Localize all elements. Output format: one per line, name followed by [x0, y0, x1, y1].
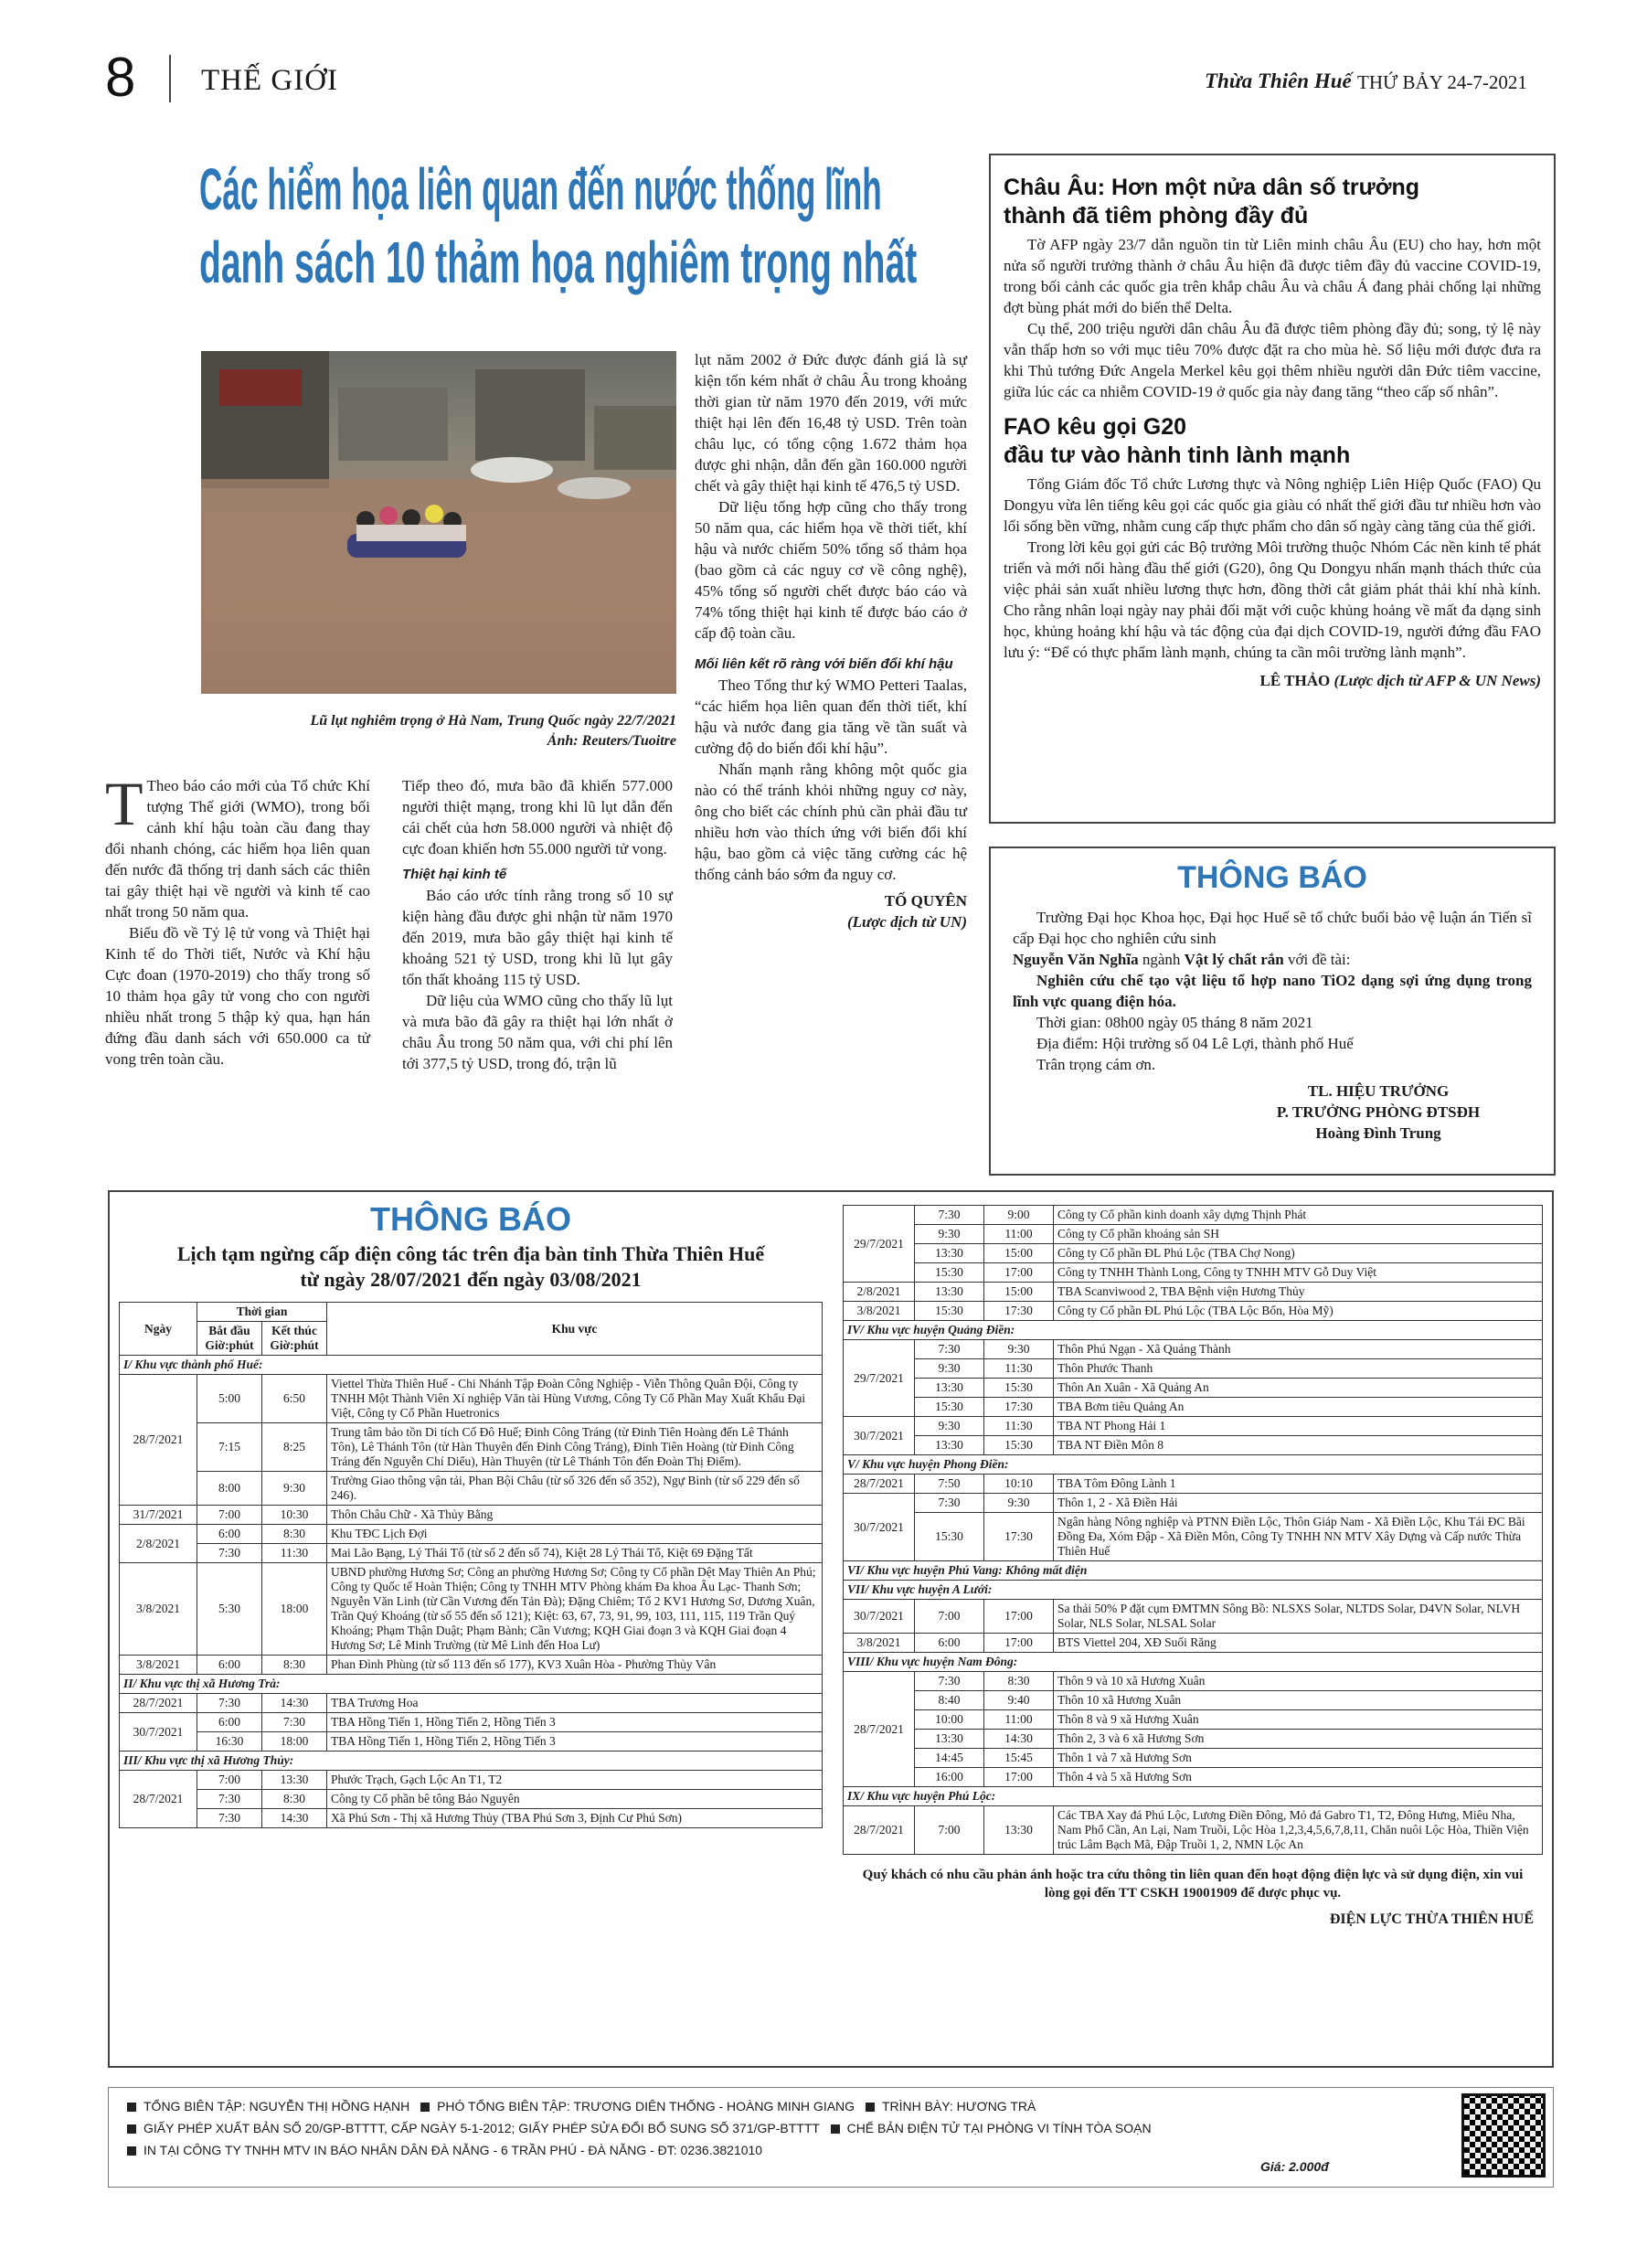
col-end-header: Kết thúc Giờ:phút [262, 1322, 327, 1356]
outage-row [120, 1472, 823, 1506]
col1-paragraph-1 [105, 769, 370, 922]
outage-start: 13:30 [915, 1730, 984, 1749]
outage-start: 6:00 [915, 1634, 984, 1653]
outage-area: Mai Lão Bạng, Lý Thái Tổ (từ số 2 đến số 74), Kiệt 28 Lý Thái Tổ, Kiệt 69 Đặng Tất [327, 1544, 823, 1563]
outage-area: Công ty Cổ phần bê tông Bảo Nguyên [327, 1790, 823, 1809]
outage-start: 9:30 [915, 1417, 984, 1436]
outage-start: 15:30 [915, 1263, 984, 1283]
outage-table-left-wrap [119, 1302, 823, 1828]
outage-start: 10:00 [915, 1710, 984, 1730]
headline-line-1: Các hiểm họa liên quan đến nước thống lĩnh [199, 156, 882, 222]
outage-area: Công ty TNHH Thành Long, Công ty TNHH MTV Gỗ Duy Việt [1054, 1263, 1543, 1283]
section-label: V/ Khu vực huyện Phong Điền: [844, 1455, 1543, 1475]
outage-area: Phan Đình Phùng (từ số 113 đến số 177), KV3 Xuân Hòa - Phường Thủy Vân [327, 1656, 823, 1675]
outage-date: 28/7/2021 [844, 1672, 915, 1787]
outage-row [120, 1563, 823, 1656]
news-heading-2 [1004, 413, 1541, 470]
license-info: GIẤY PHÉP XUẤT BẢN SỐ 20/GP-BTTTT, CẤP NGÀY 5-1-2012; GIẤY PHÉP SỬA ĐỔI BỔ SUNG SỐ 371/GP-BTTTT [143, 2121, 820, 2135]
news-heading-2-line-1: FAO kêu gọi G20 [1004, 414, 1187, 440]
outage-area: Các TBA Xay đá Phú Lộc, Lương Điền Đông, Mỏ đá Gabro T1, T2, Đông Hưng, Miêu Nha, Nam Phổ Cần, An Lại, Nam Truồi, Lộc Hòa 1,2,3,4,5,6,7,8,11, Chăn nuôi Lộc Hòa, Thiền Viện trúc Lâm Bạch Mã, Đập Truồi 1, 2, NMN Lộc An [1054, 1806, 1543, 1855]
outage-start: 14:45 [915, 1749, 984, 1768]
outage-start: 9:30 [915, 1225, 984, 1244]
outage-start: 13:30 [915, 1283, 984, 1302]
outage-area: Thôn 8 và 9 xã Hương Xuân [1054, 1710, 1543, 1730]
outage-row [120, 1771, 823, 1790]
signature-line-1: TL. HIỆU TRƯỞNG [1307, 1082, 1450, 1100]
section-row [120, 1675, 823, 1694]
masthead-footer [108, 2087, 1554, 2188]
outage-end: 10:10 [984, 1475, 1054, 1494]
outage-start: 7:30 [915, 1494, 984, 1513]
outage-row [844, 1806, 1543, 1855]
outage-area: Khu TĐC Lịch Đợi [327, 1525, 823, 1544]
outage-area: Thôn Phước Thanh [1054, 1359, 1543, 1379]
flood-photo [201, 351, 676, 694]
thesis-place: Địa điểm: Hội trường số 04 Lê Lợi, thành phố Huế [1036, 1035, 1354, 1052]
article-author-note: (Lược dịch từ UN) [847, 913, 967, 931]
outage-end: 8:25 [262, 1423, 327, 1472]
outage-end: 7:30 [262, 1713, 327, 1732]
drop-cap: T [105, 769, 143, 838]
outage-start: 9:30 [915, 1359, 984, 1379]
outage-end: 13:30 [262, 1771, 327, 1790]
outage-area: Ngân hàng Nông nghiệp và PTNN Điền Lộc, Thôn Giáp Nam - Xã Điền Lộc, Khu Tái ĐC Bãi Đồng Đa, Xóm Đập - Xã Điền Môn, Công Ty TNHH NN MTV Xây Dựng và Cấp nước Thừa Thiên Huế [1054, 1513, 1543, 1561]
header [101, 46, 1545, 110]
outage-row [844, 1398, 1543, 1417]
outage-end: 15:00 [984, 1283, 1054, 1302]
thesis-notice-intro: Trường Đại học Khoa học, Đại học Huế sẽ tổ chức buổi bảo vệ luận án Tiến sĩ cấp Đại học cho nghiên cứu sinh [1013, 909, 1532, 947]
section-row [844, 1455, 1543, 1475]
outage-start: 15:30 [915, 1302, 984, 1321]
outage-area: TBA NT Điền Môn 8 [1054, 1436, 1543, 1455]
outage-end: 15:00 [984, 1244, 1054, 1263]
outage-date: 28/7/2021 [844, 1475, 915, 1494]
outage-area: Thôn An Xuân - Xã Quảng An [1054, 1379, 1543, 1398]
outage-end: 8:30 [262, 1525, 327, 1544]
col-area-header: Khu vực [327, 1303, 823, 1356]
outage-area: Thôn 4 và 5 xã Hương Sơn [1054, 1768, 1543, 1787]
outage-start: 8:40 [915, 1691, 984, 1710]
col-start-header: Bắt đầu Giờ:phút [197, 1322, 262, 1356]
outage-row [120, 1544, 823, 1563]
outage-row [844, 1379, 1543, 1398]
outage-start: 7:30 [197, 1694, 262, 1713]
outage-end: 9:30 [262, 1472, 327, 1506]
outage-date: 28/7/2021 [120, 1694, 197, 1713]
outage-start: 7:00 [915, 1806, 984, 1855]
news1-paragraph-1: Tờ AFP ngày 23/7 dẫn nguồn tin từ Liên minh châu Âu (EU) cho hay, hơn một nửa số người trưởng thành ở châu Âu hiện đã được tiêm đầy đủ vaccine COVID-19, trong bối cảnh các quốc gia trên khắp châu Âu và châu Á đang phải chống lại những đợt bùng phát mới do biến thể Delta. [1004, 236, 1541, 316]
outage-area: Viettel Thừa Thiên Huế - Chi Nhánh Tập Đoàn Công Nghiệp - Viễn Thông Quân Đội, Công ty TNHH Một Thành Viên Xí nghiệp Văn tài Hùng Vương, Công Ty Cổ Phần May Xuất Khẩu Đại Việt, Công ty Cổ Phần Huetronics [327, 1375, 823, 1423]
outage-date: 2/8/2021 [120, 1525, 197, 1563]
photo-credit: Ảnh: Reuters/Tuoitre [547, 733, 676, 749]
outage-area: TBA Hồng Tiến 1, Hồng Tiến 2, Hồng Tiến 3 [327, 1713, 823, 1732]
thesis-notice-box [989, 847, 1556, 1176]
col3-paragraph-2: Dữ liệu tổng hợp cũng cho thấy trong 50 năm qua, các hiểm họa về thời tiết, khí hậu và nước chiếm 50% tổng số thảm họa (bao gồm cả các nguy cơ về công nghệ), 45% tổng số người chết được báo cáo và 74% tổng thiệt hại kinh tế được báo cáo ở cấp độ toàn cầu. [695, 498, 967, 642]
outage-end: 9:30 [984, 1494, 1054, 1513]
col2-paragraph-1: Tiếp theo đó, mưa bão đã khiến 577.000 người thiệt mạng, trong khi lũ lụt dẫn đến cái chết của hơn 58.000 người và nhiệt độ cực đoan khiến hơn 55.000 người tử vong. [402, 777, 673, 857]
outage-end: 17:00 [984, 1600, 1054, 1634]
outage-start: 13:30 [915, 1379, 984, 1398]
article-col-3 [695, 349, 967, 932]
outage-start: 16:00 [915, 1768, 984, 1787]
col-day-header: Ngày [120, 1303, 197, 1356]
footer-line-3 [127, 2139, 1535, 2161]
thesis-thanks: Trân trọng cám ơn. [1036, 1056, 1156, 1073]
issue-date: THỨ BẢY 24-7-2021 [1357, 71, 1527, 93]
outage-date: 29/7/2021 [844, 1340, 915, 1417]
outage-sign: ĐIỆN LỰC THỪA THIÊN HUẾ [1329, 1911, 1534, 1927]
outage-row [844, 1494, 1543, 1513]
outage-row [844, 1302, 1543, 1321]
photo-caption: Lũ lụt nghiêm trọng ở Hà Nam, Trung Quốc ngày 22/7/2021 [310, 713, 676, 729]
outage-area: Thôn Phú Ngạn - Xã Quảng Thành [1054, 1340, 1543, 1359]
outage-row [120, 1694, 823, 1713]
outage-date: 3/8/2021 [120, 1656, 197, 1675]
outage-start: 7:30 [915, 1672, 984, 1691]
outage-end: 14:30 [262, 1694, 327, 1713]
outage-area: Thôn 9 và 10 xã Hương Xuân [1054, 1672, 1543, 1691]
outage-row [120, 1656, 823, 1675]
outage-date: 30/7/2021 [120, 1713, 197, 1752]
outage-end: 17:00 [984, 1768, 1054, 1787]
outage-area: Sa thải 50% P đặt cụm ĐMTMN Sông Bồ: NLSXS Solar, NLTDS Solar, D4VN Solar, NLVH Solar, NLS Solar, NLSAL Solar [1054, 1600, 1543, 1634]
outage-row [844, 1730, 1543, 1749]
headline [199, 154, 967, 318]
candidate-name: Nguyễn Văn Nghĩa [1013, 951, 1139, 968]
outage-start: 15:30 [915, 1513, 984, 1561]
outage-end: 10:30 [262, 1506, 327, 1525]
outage-area: TBA Trương Hoa [327, 1694, 823, 1713]
outage-row [844, 1513, 1543, 1561]
outage-row [844, 1600, 1543, 1634]
outage-row [844, 1283, 1543, 1302]
section-row [120, 1752, 823, 1771]
section-label: I/ Khu vực thành phố Huế: [120, 1356, 823, 1375]
outage-date: 30/7/2021 [844, 1494, 915, 1561]
outage-start: 7:30 [197, 1790, 262, 1809]
news2-paragraph-2: Trong lời kêu gọi gửi các Bộ trưởng Môi trường thuộc Nhóm Các nền kinh tế phát triển và mới nổi hàng đầu thế giới (G20), ông Qu Dongyu nhấn mạnh thách thức của việc phải sản xuất nhiều lương thực hơn, đồng thời cắt giảm phát thải khí nhà kính. Cho rằng nhân loại ngày nay phải đối mặt với cuộc khủng hoảng về mất đa dạng sinh học, khủng hoảng khí hậu và tác động của đại dịch COVID-19, người đứng đầu FAO lưu ý: “Để có thực phẩm lành mạnh, chúng ta cần môi trường lành mạnh”. [1004, 538, 1541, 661]
outage-notice-subtitle-1: Lịch tạm ngừng cấp điện công tác trên địa bàn tỉnh Thừa Thiên Huế [176, 1242, 765, 1265]
col3-paragraph-4: Nhấn mạnh rằng không một quốc gia nào có thể tránh khỏi những nguy cơ này, ông cho biết các chính phủ cần phải đầu tư nhiều hơn vào thích ứng với biến đổi khí hậu, bao gồm cả việc tăng cường các hệ thống cảnh báo sớm đa nguy cơ. [695, 761, 967, 883]
outage-area: Phước Trạch, Gạch Lộc An T1, T2 [327, 1771, 823, 1790]
outage-end: 17:30 [984, 1302, 1054, 1321]
outage-start: 13:30 [915, 1436, 984, 1455]
outage-end: 18:00 [262, 1732, 327, 1752]
outage-start: 16:30 [197, 1732, 262, 1752]
outage-row [120, 1790, 823, 1809]
outage-area: TBA Bơm tiêu Quảng An [1054, 1398, 1543, 1417]
outage-end: 15:30 [984, 1379, 1054, 1398]
section-title: THẾ GIỚI [201, 64, 339, 97]
outage-start: 6:00 [197, 1713, 262, 1732]
topic-prefix: với đề tài: [1288, 951, 1351, 968]
outage-start: 7:15 [197, 1423, 262, 1472]
outage-row [120, 1809, 823, 1828]
outage-start: 7:30 [915, 1206, 984, 1225]
outage-end: 15:45 [984, 1749, 1054, 1768]
outage-table-right-wrap [843, 1205, 1543, 1928]
outage-end: 13:30 [984, 1806, 1054, 1855]
col3-subhead: Mối liên kết rõ ràng với biến đổi khí hậu [695, 656, 953, 672]
outage-table-right [843, 1205, 1543, 1855]
outage-area: Thôn Châu Chữ - Xã Thủy Bằng [327, 1506, 823, 1525]
news1-paragraph-2: Cụ thể, 200 triệu người dân châu Âu đã được tiêm phòng đầy đủ; song, tỷ lệ này vẫn thấp hơn so với mục tiêu 70% được đặt ra cho mùa hè. Số liệu mới được đưa ra khi Thủ tướng Đức Angela Merkel kêu gọi thêm nhiều người dân Đức tiêm vaccine, giữa lúc các ca nhiễm COVID-19 ở quốc gia này đang tăng “theo cấp số nhân”. [1004, 320, 1541, 400]
outage-row [844, 1749, 1543, 1768]
outage-start: 8:00 [197, 1472, 262, 1506]
world-news-box [989, 154, 1556, 824]
outage-row [844, 1710, 1543, 1730]
outage-row [120, 1732, 823, 1752]
footer-line-1 [127, 2095, 1535, 2117]
outage-end: 8:30 [262, 1790, 327, 1809]
outage-end: 8:30 [984, 1672, 1054, 1691]
layout-credit: TRÌNH BÀY: HƯƠNG TRÀ [881, 2099, 1036, 2114]
signature-line-3: Hoàng Đình Trung [1315, 1124, 1441, 1142]
outage-end: 14:30 [984, 1730, 1054, 1749]
col2-subhead: Thiệt hại kinh tế [402, 867, 507, 882]
col3-paragraph-3: Theo Tổng thư ký WMO Petteri Taalas, “các hiểm họa liên quan đến thời tiết, khí hậu và nước đang gia tăng về tần suất và cường độ do biến đổi khí hậu”. [695, 676, 967, 757]
headline-line-2: danh sách 10 thảm họa nghiêm trọng nhất [199, 229, 918, 295]
outage-row [844, 1691, 1543, 1710]
outage-start: 5:00 [197, 1375, 262, 1423]
outage-end: 9:00 [984, 1206, 1054, 1225]
outage-area: Thôn 1, 2 - Xã Điền Hải [1054, 1494, 1543, 1513]
outage-start: 7:00 [197, 1506, 262, 1525]
outage-area: TBA NT Phong Hải 1 [1054, 1417, 1543, 1436]
news-heading-1: Châu Âu: Hơn một nửa dân số trưởng thành đã tiêm phòng đầy đủ [1004, 175, 1420, 229]
outage-area: Thôn 1 và 7 xã Hương Sơn [1054, 1749, 1543, 1768]
section-row [844, 1787, 1543, 1806]
outage-end: 14:30 [262, 1809, 327, 1828]
outage-start: 7:30 [197, 1544, 262, 1563]
qr-code-icon [1461, 2093, 1546, 2177]
outage-row [844, 1225, 1543, 1244]
outage-row [844, 1263, 1543, 1283]
col1-paragraph-2: Biểu đồ về Tỷ lệ tử vong và Thiệt hại Kinh tế do Thời tiết, Nước và Khí hậu Cực đoan (1970-2019) cho thấy trong số 10 thảm họa gây tử vong cho con người nhiều nhất trong 5 thập kỷ qua, hạn hán đứng đầu danh sách với 650.000 ca tử vong trên toàn cầu. [105, 924, 370, 1068]
outage-row [120, 1375, 823, 1423]
outage-area: Công ty Cổ phần ĐL Phú Lộc (TBA Chợ Nong) [1054, 1244, 1543, 1263]
outage-end: 11:00 [984, 1225, 1054, 1244]
paper-name: Thừa Thiên Huế [1205, 69, 1352, 92]
thesis-time: Thời gian: 08h00 ngày 05 tháng 8 năm 2021 [1036, 1014, 1313, 1031]
outage-notice-subtitle-2: từ ngày 28/07/2021 đến ngày 03/08/2021 [300, 1268, 642, 1291]
outage-area: TBA Tôm Đông Lành 1 [1054, 1475, 1543, 1494]
section-label: VI/ Khu vực huyện Phú Vang: Không mất điện [844, 1561, 1543, 1581]
outage-date: 3/8/2021 [844, 1634, 915, 1653]
outage-date: 30/7/2021 [844, 1417, 915, 1455]
outage-row [120, 1506, 823, 1525]
page-number: 8 [105, 47, 136, 108]
outage-start: 15:30 [915, 1398, 984, 1417]
outage-date: 3/8/2021 [120, 1563, 197, 1656]
outage-date: 30/7/2021 [844, 1600, 915, 1634]
col1-paragraph-1-text: Theo báo cáo mới của Tổ chức Khí tượng Thế giới (WMO), trong bối cảnh khí hậu toàn cầu đang thay đổi nhanh chóng, các hiểm họa liên quan đến nước đã thống trị danh sách các thiên tai gây thiệt hại về người và kinh tế cao nhất trong 50 năm qua. [105, 777, 370, 921]
header-divider [169, 55, 171, 102]
outage-end: 15:30 [984, 1436, 1054, 1455]
outage-table-left [119, 1302, 823, 1828]
footer-line-2 [127, 2117, 1535, 2139]
outage-row [120, 1713, 823, 1732]
section-row [844, 1581, 1543, 1600]
news-heading-2-line-2: đầu tư vào hành tinh lành mạnh [1004, 442, 1351, 468]
outage-start: 6:00 [197, 1656, 262, 1675]
candidate-field: Vật lý chất rắn [1184, 951, 1284, 968]
outage-start: 7:00 [915, 1600, 984, 1634]
outage-area: Trung tâm bảo tồn Di tích Cố Đô Huế; Đinh Công Tráng (từ Đinh Tiên Hoàng đến Lê Thánh Tôn), Lê Thánh Tôn (từ Hàn Thuyên đến Đinh Công Tráng), Đinh Tiên Hoàng (từ Đinh Công Tráng đến Nguyễn Chí Diểu), Hàn Thuyên (từ Lê Thánh Tôn đến Đoàn Thị Điểm). [327, 1423, 823, 1472]
outage-area: Trường Giao thông vận tải, Phan Bội Châu (từ số 326 đến số 352), Ngự Bình (từ số 229 đến số 246). [327, 1472, 823, 1506]
printing-info: IN TẠI CÔNG TY TNHH MTV IN BÁO NHÂN DÂN ĐÀ NẴNG - 6 TRẦN PHÚ - ĐÀ NẴNG - ĐT: 0236.3821010 [143, 2143, 763, 2157]
power-outage-notice [108, 1190, 1554, 2068]
col3-paragraph-1: lụt năm 2002 ở Đức được đánh giá là sự kiện tốn kém nhất ở châu Âu trong khoảng thời gian từ năm 1970 đến 2019, với mức thiệt hại lên đến 16,48 tỷ USD. Trên toàn châu lục, có tổng cộng 1.672 thảm họa được ghi nhận, dẫn đến gần 160.000 người chết và gây thiệt hại kinh tế 476,5 tỷ USD. [695, 351, 967, 495]
section-row [844, 1653, 1543, 1672]
thesis-notice-candidate [1013, 949, 1532, 970]
outage-start: 6:00 [197, 1525, 262, 1544]
outage-area: TBA Hồng Tiến 1, Hồng Tiến 2, Hồng Tiến 3 [327, 1732, 823, 1752]
section-label: IV/ Khu vực huyện Quảng Điền: [844, 1321, 1543, 1340]
typesetting-info: CHẾ BẢN ĐIỆN TỬ TẠI PHÒNG VI TÍNH TÒA SOẠN [846, 2121, 1152, 2135]
outage-end: 17:00 [984, 1634, 1054, 1653]
outage-end: 9:30 [984, 1340, 1054, 1359]
outage-row [844, 1672, 1543, 1691]
outage-area: Công ty Cổ phần ĐL Phú Lộc (TBA Lộc Bổn, Hòa Mỹ) [1054, 1302, 1543, 1321]
outage-date: 28/7/2021 [120, 1375, 197, 1506]
outage-end: 9:40 [984, 1691, 1054, 1710]
section-label: II/ Khu vực thị xã Hương Trà: [120, 1675, 823, 1694]
outage-start: 5:30 [197, 1563, 262, 1656]
field-prefix: ngành [1142, 951, 1181, 968]
news-author-name: LÊ THẢO [1259, 672, 1331, 689]
news-author-note: (Lược dịch từ AFP & UN News) [1334, 672, 1541, 689]
section-label: III/ Khu vực thị xã Hương Thủy: [120, 1752, 823, 1771]
section-row [844, 1561, 1543, 1581]
outage-row [120, 1423, 823, 1472]
outage-date: 2/8/2021 [844, 1283, 915, 1302]
outage-row [844, 1768, 1543, 1787]
signature-line-2: P. TRƯỞNG PHÒNG ĐTSĐH [1276, 1103, 1481, 1121]
outage-row [844, 1475, 1543, 1494]
outage-date: 29/7/2021 [844, 1206, 915, 1283]
outage-start: 13:30 [915, 1244, 984, 1263]
editor-in-chief: TỔNG BIÊN TẬP: NGUYỄN THỊ HỒNG HẠNH [143, 2099, 410, 2114]
section-row [120, 1356, 823, 1375]
col-time-header: Thời gian [197, 1303, 327, 1322]
outage-area: Công ty Cổ phần kinh doanh xây dựng Thịnh Phát [1054, 1206, 1543, 1225]
outage-date: 28/7/2021 [844, 1806, 915, 1855]
outage-row [844, 1436, 1543, 1455]
section-row [844, 1321, 1543, 1340]
outage-end: 8:30 [262, 1656, 327, 1675]
outage-end: 18:00 [262, 1563, 327, 1656]
outage-end: 11:00 [984, 1710, 1054, 1730]
outage-end: 6:50 [262, 1375, 327, 1423]
news-author [1004, 672, 1541, 690]
section-label: IX/ Khu vực huyện Phú Lộc: [844, 1787, 1543, 1806]
outage-date: 3/8/2021 [844, 1302, 915, 1321]
section-label: VII/ Khu vực huyện A Lưới: [844, 1581, 1543, 1600]
deputy-editors: PHÓ TỔNG BIÊN TẬP: TRƯƠNG DIÊN THỐNG - HOÀNG MINH GIANG [437, 2099, 855, 2114]
outage-area: Thôn 2, 3 và 6 xã Hương Sơn [1054, 1730, 1543, 1749]
outage-area: Xã Phú Sơn - Thị xã Hương Thủy (TBA Phú Sơn 3, Định Cư Phú Sơn) [327, 1809, 823, 1828]
outage-area: BTS Viettel 204, XĐ Suối Răng [1054, 1634, 1543, 1653]
col2-paragraph-2: Báo cáo ước tính rằng trong số 10 sự kiện hàng đầu được ghi nhận từ năm 1970 đến 2019, mưa bão gây thiệt hại kinh tế khoảng 521 tỷ USD, trong khi lũ lụt gây tổn thất khoảng 115 tỷ USD. [402, 887, 673, 988]
news2-paragraph-1: Tổng Giám đốc Tổ chức Lương thực và Nông nghiệp Liên Hiệp Quốc (FAO) Qu Dongyu vừa lên tiếng kêu gọi các quốc gia giàu có nhất thế giới đầu tư nhiều hơn vào lối sống bền vững, nhằm cung cấp thực phẩm cho dân số ngày càng tăng của thế giới. [1004, 475, 1541, 535]
outage-area: Thôn 10 xã Hương Xuân [1054, 1691, 1543, 1710]
thesis-notice-title: THÔNG BÁO [1177, 860, 1367, 895]
outage-row [120, 1525, 823, 1544]
outage-note: Quý khách có nhu cầu phản ánh hoặc tra cứu thông tin liên quan đến hoạt động điện lực và sử dụng điện, xin vui lòng gọi đến TT CSKH 19001909 để được phục vụ. [862, 1868, 1524, 1901]
outage-end: 11:30 [984, 1417, 1054, 1436]
price: Giá: 2.000đ [1260, 2159, 1329, 2174]
outage-row [844, 1634, 1543, 1653]
outage-start: 7:50 [915, 1475, 984, 1494]
outage-row [844, 1359, 1543, 1379]
outage-end: 17:00 [984, 1263, 1054, 1283]
article-col-1 [105, 769, 370, 1070]
outage-date: 31/7/2021 [120, 1506, 197, 1525]
outage-start: 7:30 [915, 1340, 984, 1359]
outage-area: TBA Scanviwood 2, TBA Bệnh viện Hương Thủy [1054, 1283, 1543, 1302]
outage-row [844, 1244, 1543, 1263]
thesis-signature [1241, 1081, 1515, 1144]
article-col-2 [402, 775, 673, 1074]
outage-date: 28/7/2021 [120, 1771, 197, 1828]
outage-start: 7:30 [197, 1809, 262, 1828]
outage-end: 11:30 [262, 1544, 327, 1563]
col2-paragraph-3: Dữ liệu của WMO cũng cho thấy lũ lụt và mưa bão đã gây ra thiệt hại lớn nhất ở châu Âu trong 50 năm qua, với chi phí lên tới 377,5 tỷ USD, trong đó, trận lũ [402, 992, 673, 1072]
outage-start: 7:00 [197, 1771, 262, 1790]
outage-row [844, 1206, 1543, 1225]
outage-notice-title: THÔNG BÁO [370, 1200, 571, 1238]
outage-end: 17:30 [984, 1513, 1054, 1561]
outage-end: 11:30 [984, 1359, 1054, 1379]
outage-area: UBND phường Hương Sơ; Công an phường Hương Sơ; Công ty Cổ phần Dệt May Thiên An Phú; Công ty Quốc tế Hoàn Thiện; Công ty TNHH MTV Phòng khám Đa khoa Âu Lạc- Thanh Sơn; Nguyễn Văn Linh (từ Cần Vương đến Tản Đà); Đặng Chiêm; Tổ 2 KV1 Hương Sơ, Dương Xuân, Trần Quý Khoáng (từ số 55 đến số 121); Kiệt: 63, 67, 73, 91, 99, 103, 111, 115, 119 Trần Quý Khoáng; Phạm Thận Duật; Phạm Bành; Cần Vương; KQH Giai đoạn 3 và KQH Giai đoạn 4 Hương Sơ; Lê Minh Trường (từ Mê Linh đến Hoa Lư) [327, 1563, 823, 1656]
outage-row [844, 1417, 1543, 1436]
outage-area: Công ty Cổ phần khoáng sản SH [1054, 1225, 1543, 1244]
section-label: VIII/ Khu vực huyện Nam Đông: [844, 1653, 1543, 1672]
thesis-topic: Nghiên cứu chế tạo vật liệu tổ hợp nano TiO2 dạng sợi ứng dụng trong lĩnh vực quang điện hóa. [1013, 972, 1532, 1010]
article-author: TỐ QUYÊN [884, 892, 967, 910]
outage-end: 17:30 [984, 1398, 1054, 1417]
outage-row [844, 1340, 1543, 1359]
